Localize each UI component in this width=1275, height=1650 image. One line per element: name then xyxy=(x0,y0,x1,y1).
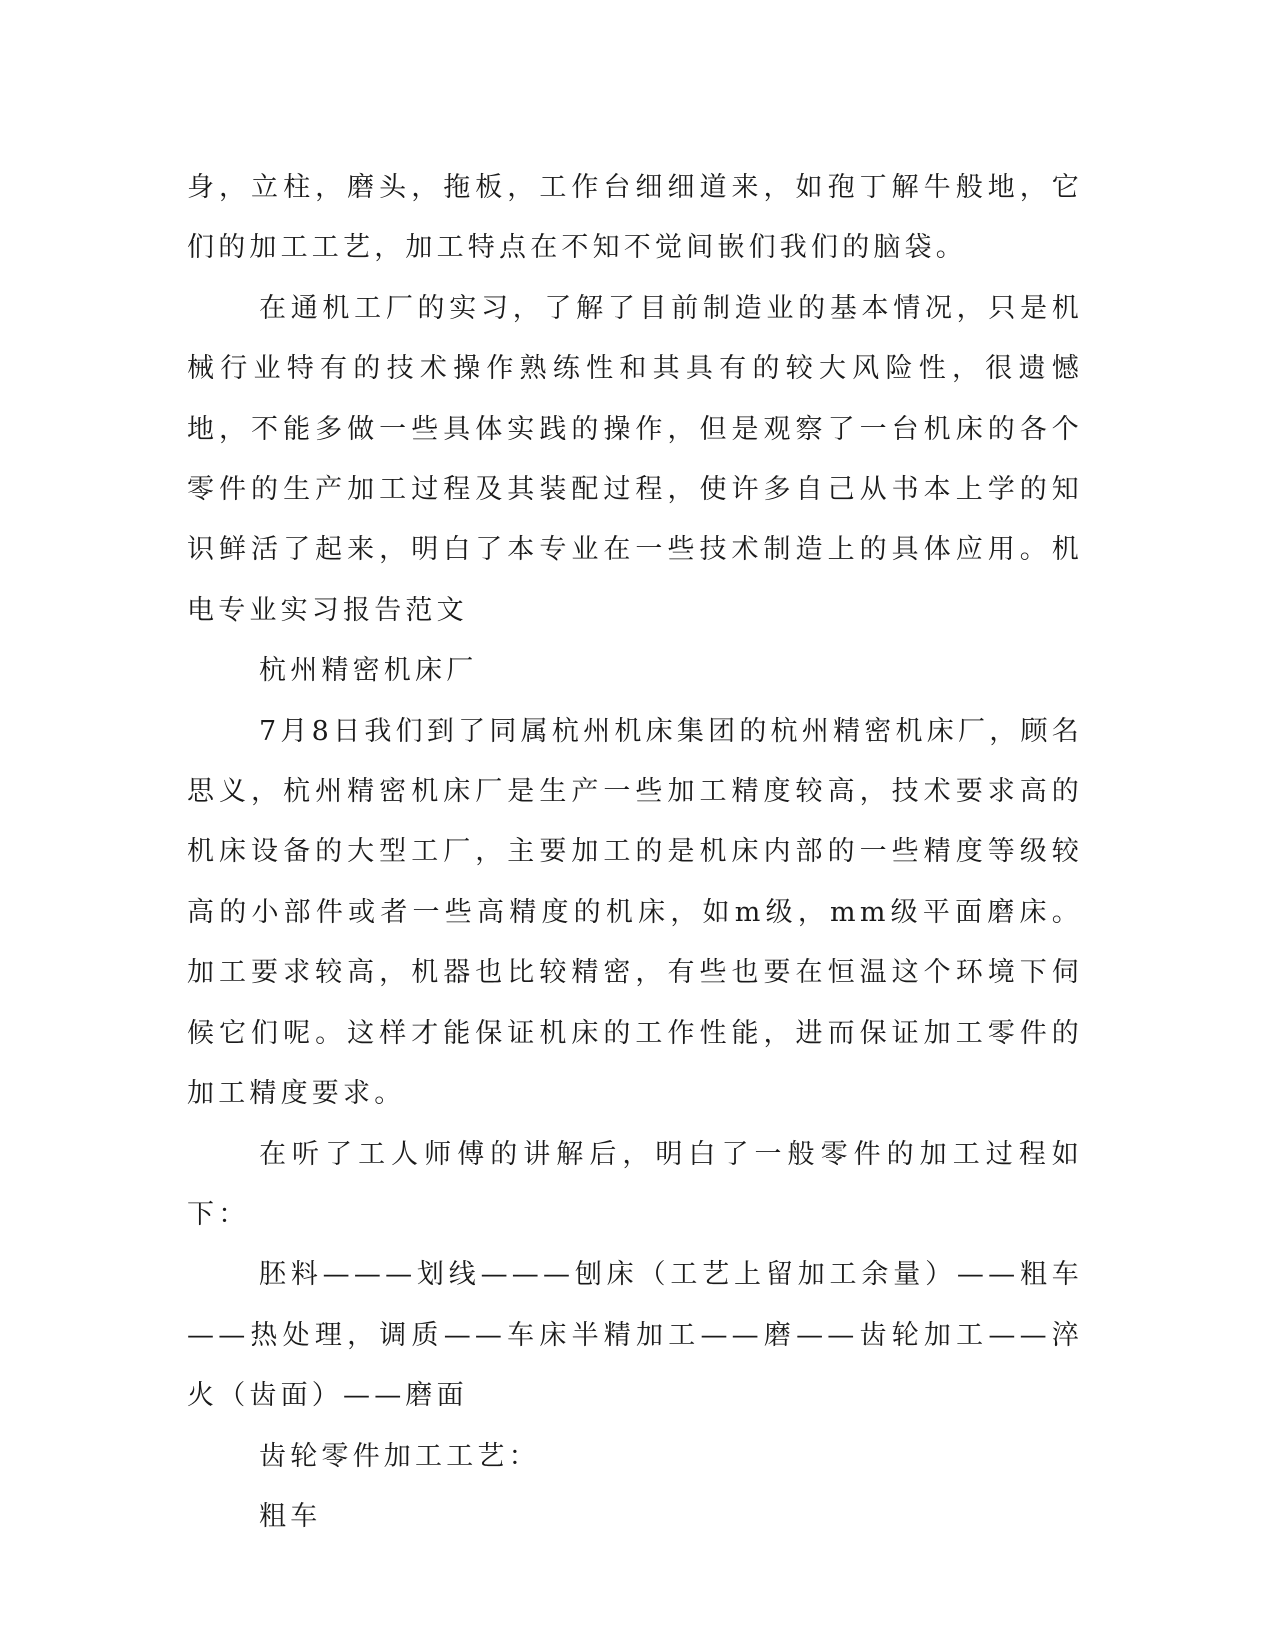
paragraph-process-intro: 在听了工人师傅的讲解后，明白了一般零件的加工过程如下： xyxy=(187,1138,1083,1230)
document-body xyxy=(187,158,1083,1547)
paragraph-hangzhou-precision-visit: 7月8日我们到了同属杭州机床集团的杭州精密机床厂，顾名思义，杭州精密机床厂是生产一些加工精度较高，技术要求高的机床设备的大型工厂，主要加工的是机床内部的一些精度等级较高的小部件或者一些高精度的机床，如m级，mm级平面磨床。加工要求较高，机器也比较精密，有些也要在恒温这个环境下伺候它们呢。这样才能保证机床的工作性能，进而保证加工零件的加工精度要求。 xyxy=(187,715,1083,1110)
paragraph-process-flow: 胚料———划线———刨床（工艺上留加工余量）——粗车——热处理，调质——车床半精加工——磨——齿轮加工——淬火（齿面）——磨面 xyxy=(187,1259,1083,1412)
paragraph-machine-parts: 身，立柱，磨头，拖板，工作台细细道来，如孢丁解牛般地，它们的加工工艺，加工特点在不知不觉间嵌们我们的脑袋。 xyxy=(187,172,1083,264)
paragraph-tongji-factory-internship: 在通机工厂的实习，了解了目前制造业的基本情况，只是机械行业特有的技术操作熟练性和其具有的较大风险性，很遗憾地，不能多做一些具体实践的操作，但是观察了一台机床的各个零件的生产加工过程及其装配过程，使许多自己从书本上学的知识鲜活了起来，明白了本专业在一些技术制造上的具体应用。机电专业实习报告范文 xyxy=(187,292,1083,626)
section-heading-hangzhou-precision: 杭州精密机床厂 xyxy=(259,655,478,687)
paragraph-gear-process-heading: 齿轮零件加工工艺： xyxy=(259,1440,540,1472)
paragraph-rough-turning: 粗车 xyxy=(259,1500,322,1532)
